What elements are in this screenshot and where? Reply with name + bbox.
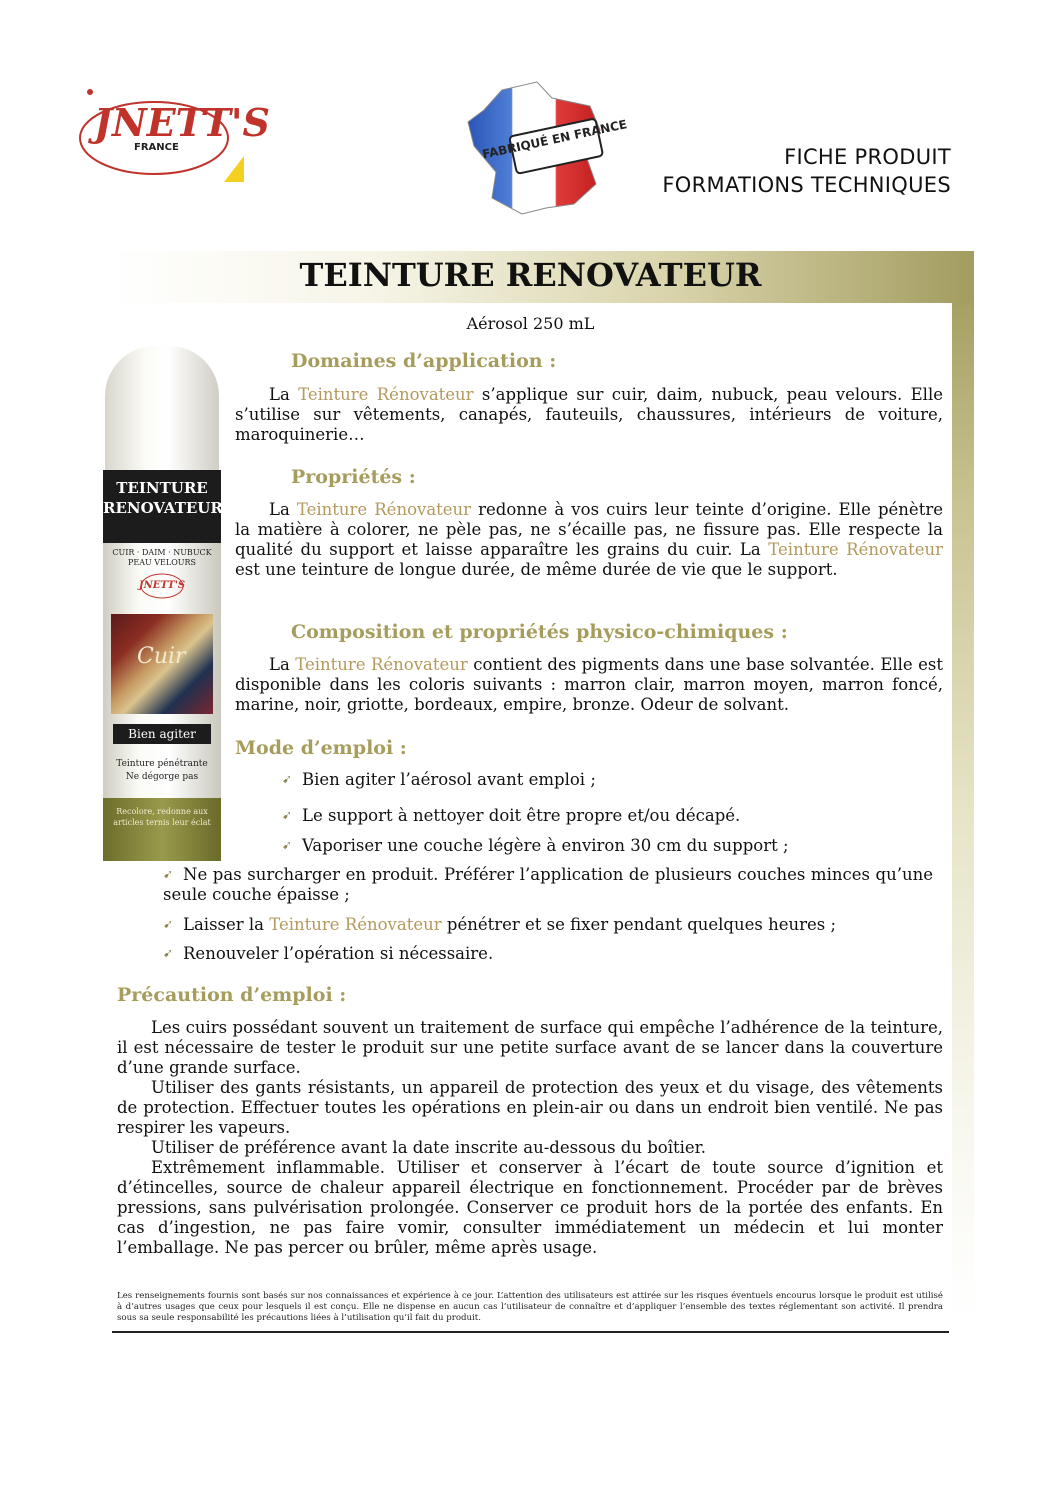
list-item: [163, 864, 933, 905]
list-item-text: pénétrer et se fixer pendant quelques heures ;: [441, 915, 837, 934]
aerosol-can-image: [103, 346, 221, 861]
text-run: s’applique sur cuir, daim, nubuck, peau velours. Elle s’utilise sur vêtements, canapés, fauteuils, chaussures, intérieurs de voiture, maroquinerie…: [235, 385, 943, 444]
heading-mode-emploi: Mode d’emploi :: [235, 737, 407, 759]
can-label-materials: [103, 548, 221, 568]
list-item: [163, 914, 836, 935]
fabrique-badge-text: FABRIQUÉ EN FRANCE: [481, 117, 629, 162]
can-label-name-line2: RENOVATEUR: [103, 499, 223, 517]
paragraph-proprietes: [235, 500, 943, 580]
text-run: contient des pigments dans une base solvantée. Elle est disponible dans les coloris suivants : marron clair, marron moyen, marron foncé, marine, noir, griotte, bordeaux, empire, bronze. Odeur de solvant.: [235, 655, 943, 714]
header-title-line2: FORMATIONS TECHNIQUES: [662, 173, 951, 197]
can-leather-script: Cuir: [137, 644, 186, 669]
can-shake-label: Bien agiter: [113, 724, 211, 744]
arrow-bullet-icon: ➹: [163, 917, 174, 931]
heading-composition: Composition et propriétés physico-chimiques :: [291, 621, 788, 643]
heading-proprietes: Propriétés :: [291, 466, 416, 488]
can-claim-1: Teinture pénétrante: [116, 759, 208, 769]
brand-logo: [76, 78, 270, 182]
product-name-highlight: Teinture Rénovateur: [269, 915, 442, 934]
made-in-france-badge: [462, 80, 629, 216]
paragraph-composition: [235, 655, 943, 715]
right-gradient-bar: [952, 303, 974, 1323]
product-name-highlight: Teinture Rénovateur: [296, 500, 472, 519]
product-format: Aérosol 250 mL: [466, 314, 595, 333]
can-claim-2: Ne dégorge pas: [125, 772, 199, 782]
can-body: [103, 470, 221, 861]
brand-logo-graphic: [76, 78, 270, 182]
arrow-bullet-icon: ➹: [282, 808, 293, 822]
france-map-graphic: [462, 80, 629, 216]
list-item-text: Vaporiser une couche légère à environ 30 cm du support ;: [302, 836, 789, 855]
list-item-text: Ne pas surcharger en produit. Préférer l’application de plusieurs couches minces qu’une seule couche épaisse ;: [163, 865, 933, 904]
product-title: TEINTURE RENOVATEUR: [299, 256, 762, 294]
list-item-text: Le support à nettoyer doit être propre et/ou décapé.: [302, 806, 741, 825]
heading-precaution: Précaution d’emploi :: [117, 984, 347, 1006]
can-leather-photo: [111, 614, 213, 714]
text-run: est une teinture de longue durée, de même durée de vie que le support.: [235, 560, 838, 579]
can-bottom-band: Recolore, redonne aux articles ternis leur éclat: [103, 798, 221, 861]
document-header-title: [662, 143, 951, 199]
brand-logo-text: JNETT'S: [94, 100, 270, 145]
arrow-bullet-icon: ➹: [282, 772, 293, 786]
can-label-name: [103, 470, 221, 543]
header-title-line1: FICHE PRODUIT: [784, 145, 951, 169]
text-run: La: [269, 385, 299, 404]
can-materials-line1: CUIR · DAIM · NUBUCK: [112, 548, 212, 557]
text-run: redonne à vos cuirs leur teinte d’origine. Elle pénètre la matière à colorer, ne pèle pas, ne s’écaille pas, ne fissure pas. Elle respecte la qualité du support et laisse apparaître les grains du cuir. La: [235, 500, 943, 559]
can-brand-logo: [139, 568, 185, 602]
list-item: [163, 943, 493, 964]
can-label-name-line1: TEINTURE: [116, 479, 208, 497]
can-claims: [103, 758, 221, 784]
can-brand-text: JNETT'S: [138, 580, 186, 591]
can-cap: [105, 346, 219, 474]
footer-divider: [112, 1331, 949, 1333]
paragraph-precaution-3: Utiliser de préférence avant la date inscrite au-dessous du boîtier.: [151, 1138, 707, 1157]
arrow-bullet-icon: ➹: [163, 867, 174, 881]
product-name-highlight: Teinture Rénovateur: [298, 385, 474, 404]
list-item: [282, 835, 789, 856]
brand-logo-country: FRANCE: [134, 142, 179, 153]
list-item-text: Bien agiter l’aérosol avant emploi ;: [302, 770, 596, 789]
footer-disclaimer: Les renseignements fournis sont basés sur nos connaissances et expérience à ce jour. L’attention des utilisateurs est attirée sur les risques éventuels encourus lorsque le produit est utilisé à d’autres usages que ceux pour lesquels il est conçu. Elle ne dispense en aucun cas l’utilisateur de connaître et d’appliquer l’ensemble des textes réglementant son activité. Il prendra sous sa seule responsabilité les précautions liées à l’utilisation qu’il fait du produit.: [117, 1291, 943, 1323]
list-item: [282, 805, 740, 826]
arrow-bullet-icon: ➹: [282, 838, 293, 852]
text-run: La: [269, 500, 297, 519]
text-run: La: [269, 655, 296, 674]
arrow-bullet-icon: ➹: [163, 946, 174, 960]
can-materials-line2: PEAU VELOURS: [127, 558, 197, 567]
product-name-highlight: Teinture Rénovateur: [768, 540, 943, 559]
paragraph-precaution-2: Utiliser des gants résistants, un appareil de protection des yeux et du visage, des vêtements de protection. Effectuer toutes les opérations en plein-air ou dans un endroit bien ventilé. Ne pas respirer les vapeurs.: [117, 1078, 943, 1137]
list-item: [282, 769, 596, 790]
paragraph-precaution-1: Les cuirs possédant souvent un traitement de surface qui empêche l’adhérence de la teinture, il est nécessaire de tester le produit sur une petite surface avant de se lancer dans la couverture d’une grande surface.: [117, 1018, 943, 1077]
product-name-highlight: Teinture Rénovateur: [295, 655, 468, 674]
paragraph-precaution-4: Extrêmement inflammable. Utiliser et conserver à l’écart de toute source d’ignition et d’étincelles, source de chaleur appareil électrique en fonctionnement. Procéder par de brèves pressions, sans pulvérisation prolongée. Conserver ce produit hors de la portée des enfants. En cas d’ingestion, ne pas faire vomir, consulter immédiatement un médecin et lui monter l’emballage. Ne pas percer ou brûler, même après usage.: [117, 1158, 943, 1257]
heading-domaines: Domaines d’application :: [291, 350, 557, 372]
list-item-text: Laisser la: [183, 915, 270, 934]
paragraph-domaines: [235, 385, 943, 445]
list-item-text: Renouveler l’opération si nécessaire.: [183, 944, 494, 963]
